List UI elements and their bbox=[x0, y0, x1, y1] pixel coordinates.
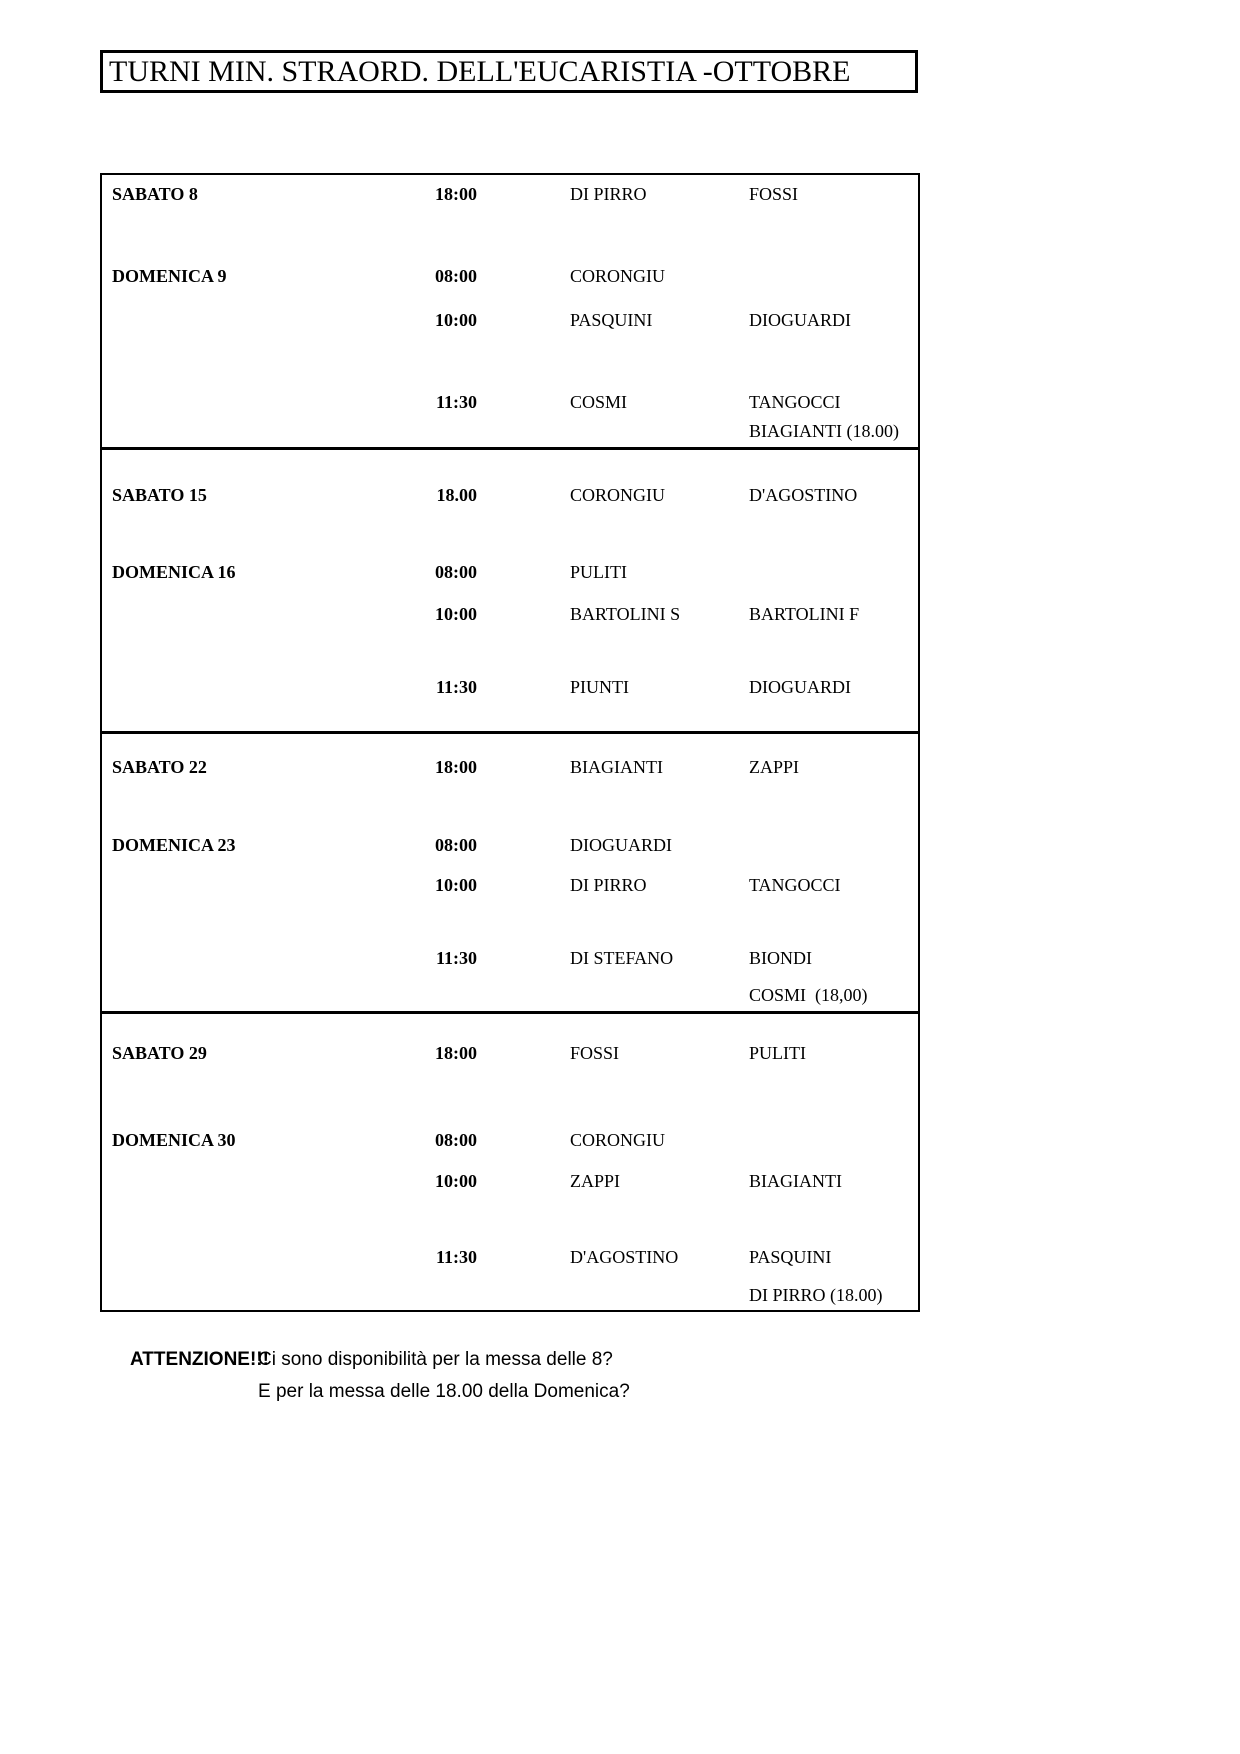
time-cell: 10:00 bbox=[435, 604, 477, 624]
minister-1-cell: BARTOLINI S bbox=[570, 604, 681, 624]
time-cell: 10:00 bbox=[435, 310, 477, 330]
minister-2-cell: BIONDI bbox=[749, 948, 812, 968]
minister-1-cell: DI PIRRO bbox=[570, 184, 647, 204]
overflow-minister-cell: DI PIRRO (18.00) bbox=[749, 1284, 887, 1306]
time-cell: 10:00 bbox=[435, 1171, 477, 1191]
time-cell: 18:00 bbox=[435, 1043, 477, 1063]
table-row bbox=[102, 1129, 918, 1151]
day-cell: DOMENICA 9 bbox=[112, 266, 227, 286]
weekend-block-3 bbox=[102, 734, 918, 1014]
minister-1-cell: D'AGOSTINO bbox=[570, 1247, 679, 1267]
day-cell: DOMENICA 23 bbox=[112, 835, 236, 855]
table-row bbox=[102, 484, 918, 506]
time-cell: 08:00 bbox=[435, 835, 477, 855]
minister-1-cell: CORONGIU bbox=[570, 266, 666, 286]
minister-1-cell: PASQUINI bbox=[570, 310, 653, 330]
time-cell: 11:30 bbox=[435, 677, 477, 697]
time-cell: 11:30 bbox=[435, 948, 477, 968]
day-cell: SABATO 15 bbox=[112, 485, 207, 505]
time-cell: 18:00 bbox=[435, 184, 477, 204]
minister-1-cell: BIAGIANTI bbox=[570, 757, 663, 777]
time-cell: 08:00 bbox=[435, 1130, 477, 1150]
page-title: TURNI MIN. STRAORD. DELL'EUCARISTIA -OTTOBRE bbox=[109, 54, 851, 88]
minister-2-cell: FOSSI bbox=[749, 184, 799, 204]
table-row bbox=[102, 1042, 918, 1064]
time-cell: 08:00 bbox=[435, 266, 477, 286]
overflow-minister-cell: BIAGIANTI (18.00) bbox=[749, 420, 903, 442]
table-row bbox=[102, 676, 918, 698]
weekend-block-4 bbox=[102, 1014, 918, 1310]
note-line-2: E per la messa delle 18.00 della Domenica? bbox=[258, 1381, 630, 1402]
table-row bbox=[102, 947, 918, 969]
minister-2-cell: DIOGUARDI bbox=[749, 677, 851, 697]
weekend-block-2 bbox=[102, 450, 918, 734]
table-row bbox=[102, 1170, 918, 1192]
weekend-block-1 bbox=[102, 175, 918, 450]
time-cell: 08:00 bbox=[435, 562, 477, 582]
minister-1-cell: CORONGIU bbox=[570, 485, 666, 505]
minister-2-cell: PULITI bbox=[749, 1043, 806, 1063]
minister-2-cell: ZAPPI bbox=[749, 757, 800, 777]
minister-1-cell: PULITI bbox=[570, 562, 627, 582]
table-row bbox=[102, 603, 918, 625]
table-row bbox=[102, 183, 918, 205]
day-cell: SABATO 8 bbox=[112, 184, 198, 204]
minister-1-cell: CORONGIU bbox=[570, 1130, 666, 1150]
time-cell: 10:00 bbox=[435, 875, 477, 895]
note-line-1: Ci sono disponibilità per la messa delle 8? bbox=[258, 1349, 613, 1370]
day-cell: SABATO 22 bbox=[112, 757, 207, 777]
minister-2-cell: PASQUINI bbox=[749, 1247, 832, 1267]
minister-2-cell: D'AGOSTINO bbox=[749, 485, 858, 505]
table-row bbox=[102, 834, 918, 856]
schedule-table bbox=[100, 173, 920, 1312]
time-cell: 11:30 bbox=[435, 1247, 477, 1267]
attention-label: ATTENZIONE!!! bbox=[130, 1349, 269, 1370]
table-row bbox=[102, 309, 918, 331]
minister-1-cell: DI PIRRO bbox=[570, 875, 647, 895]
day-cell: DOMENICA 30 bbox=[112, 1130, 236, 1150]
table-row bbox=[102, 391, 918, 413]
minister-1-cell: ZAPPI bbox=[570, 1171, 621, 1191]
title-box bbox=[100, 50, 918, 93]
day-cell: DOMENICA 16 bbox=[112, 562, 236, 582]
minister-2-cell: BIAGIANTI bbox=[749, 1171, 842, 1191]
time-cell: 11:30 bbox=[435, 392, 477, 412]
day-cell: SABATO 29 bbox=[112, 1043, 207, 1063]
time-cell: 18.00 bbox=[436, 485, 477, 505]
table-row bbox=[102, 756, 918, 778]
minister-1-cell: DIOGUARDI bbox=[570, 835, 672, 855]
minister-1-cell: PIUNTI bbox=[570, 677, 629, 697]
minister-2-cell: DIOGUARDI bbox=[749, 310, 851, 330]
table-row bbox=[102, 1246, 918, 1268]
overflow-minister-cell: COSMI (18,00) bbox=[749, 984, 872, 1006]
minister-1-cell: DI STEFANO bbox=[570, 948, 674, 968]
minister-1-cell: COSMI bbox=[570, 392, 628, 412]
table-row bbox=[102, 265, 918, 287]
table-row bbox=[102, 561, 918, 583]
minister-2-cell: TANGOCCI bbox=[749, 392, 841, 412]
time-cell: 18:00 bbox=[435, 757, 477, 777]
minister-2-cell: TANGOCCI bbox=[749, 875, 841, 895]
minister-1-cell: FOSSI bbox=[570, 1043, 620, 1063]
minister-2-cell: BARTOLINI F bbox=[749, 604, 860, 624]
table-row bbox=[102, 874, 918, 896]
